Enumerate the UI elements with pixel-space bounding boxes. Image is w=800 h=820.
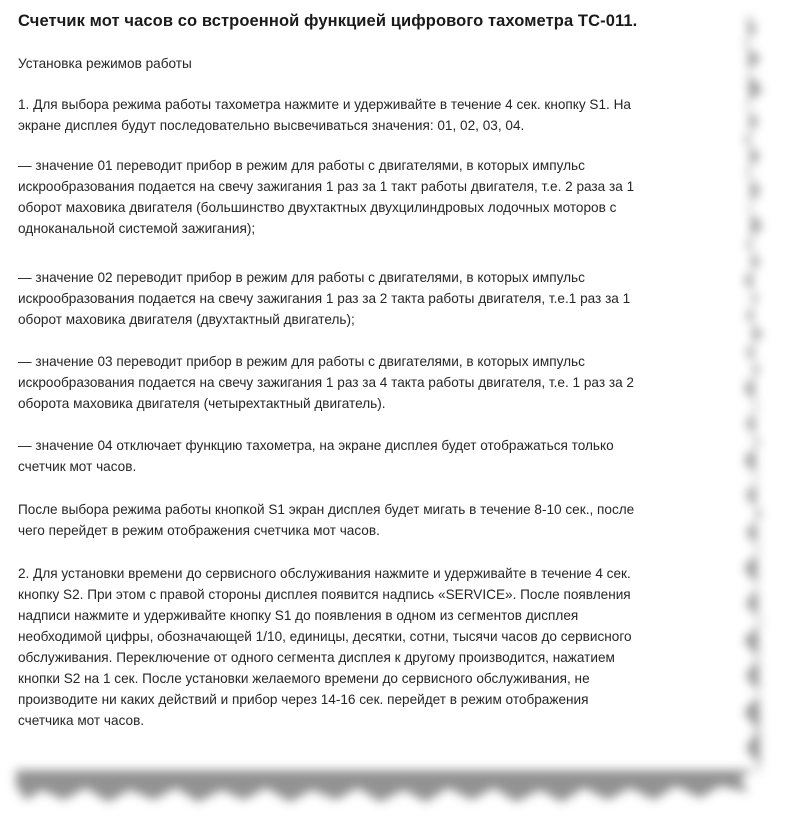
paragraph-3-line-3: оборот маховика двигателя (двухтактный двигатель); bbox=[18, 312, 355, 327]
paragraph-5-line-1: — значение 04 отключает функцию тахометра, на экране дисплея будет отображаться только bbox=[18, 438, 614, 453]
paragraph-7-line-4: необходимой цифры, обозначающей 1/10, единицы, десятки, сотни, тысячи часов до сервисного bbox=[18, 629, 632, 644]
paragraph-2-line-3: оборот маховика двигателя (большинство двухтактных двухцилиндровых лодочных моторов с bbox=[18, 200, 617, 215]
paragraph-4-line-2: искрообразования подается на свечу зажигания 1 раз за 4 такта работы двигателя, т.е. 1 раз за 2 bbox=[18, 375, 634, 390]
paragraph-7-line-2: кнопку S2. При этом с правой стороны дисплея появится надпись «SERVICE». После появления bbox=[18, 587, 631, 602]
section-heading: Установка режимов работы bbox=[18, 56, 192, 71]
paragraph-2-line-4: одноканальной системой зажигания); bbox=[18, 221, 256, 236]
document-title: Счетчик мот часов со встроенной функцией цифрового тахометра ТС-011. bbox=[18, 12, 638, 30]
paragraph-7-line-5: обслуживания. Переключение от одного сегмента дисплея к другому производится, нажатием bbox=[18, 650, 615, 665]
paragraph-6-line-2: чего перейдет в режим отображения счетчика мот часов. bbox=[18, 523, 380, 538]
paragraph-2-line-1: — значение 01 переводит прибор в режим для работы с двигателями, в которых импульс bbox=[18, 158, 585, 173]
paragraph-7-line-3: надписи нажмите и удерживайте кнопку S1 до появления в одном из сегментов дисплея bbox=[18, 608, 579, 623]
paragraph-1-line-1: 1. Для выбора режима работы тахометра нажмите и удерживайте в течение 4 сек. кнопку S1. На bbox=[18, 97, 631, 112]
paragraph-7-line-1: 2. Для установки времени до сервисного обслуживания нажмите и удерживайте в течение 4 сек. bbox=[18, 566, 631, 581]
paragraph-4-line-1: — значение 03 переводит прибор в режим для работы с двигателями, в которых импульс bbox=[18, 354, 585, 369]
paragraph-6-line-1: После выбора режима работы кнопкой S1 экран дисплея будет мигать в течение 8-10 сек., после bbox=[18, 502, 635, 517]
paragraph-2-line-2: искрообразования подается на свечу зажигания 1 раз за 1 такт работы двигателя, т.е. 2 раза за 1 bbox=[18, 179, 635, 194]
paragraph-7-line-7: производите ни каких действий и прибор через 14-16 сек. перейдет в режим отображения bbox=[18, 692, 589, 707]
paragraph-7-line-6: кнопки S2 на 1 сек. После установки желаемого времени до сервисного обслуживания, не bbox=[18, 671, 590, 686]
paragraph-4-line-3: оборота маховика двигателя (четырехтактный двигатель). bbox=[18, 396, 386, 411]
paragraph-3-line-2: искрообразования подается на свечу зажигания 1 раз за 2 такта работы двигателя, т.е.1 раз за 1 bbox=[18, 291, 631, 306]
document-page bbox=[12, 10, 732, 780]
paragraph-5-line-2: счетчик мот часов. bbox=[18, 459, 137, 474]
paragraph-7-line-8: счетчика мот часов. bbox=[18, 713, 145, 728]
paragraph-3-line-1: — значение 02 переводит прибор в режим для работы с двигателями, в которых импульс bbox=[18, 270, 585, 285]
paragraph-1-line-2: экране дисплея будут последовательно высвечиваться значения: 01, 02, 03, 04. bbox=[18, 118, 525, 133]
